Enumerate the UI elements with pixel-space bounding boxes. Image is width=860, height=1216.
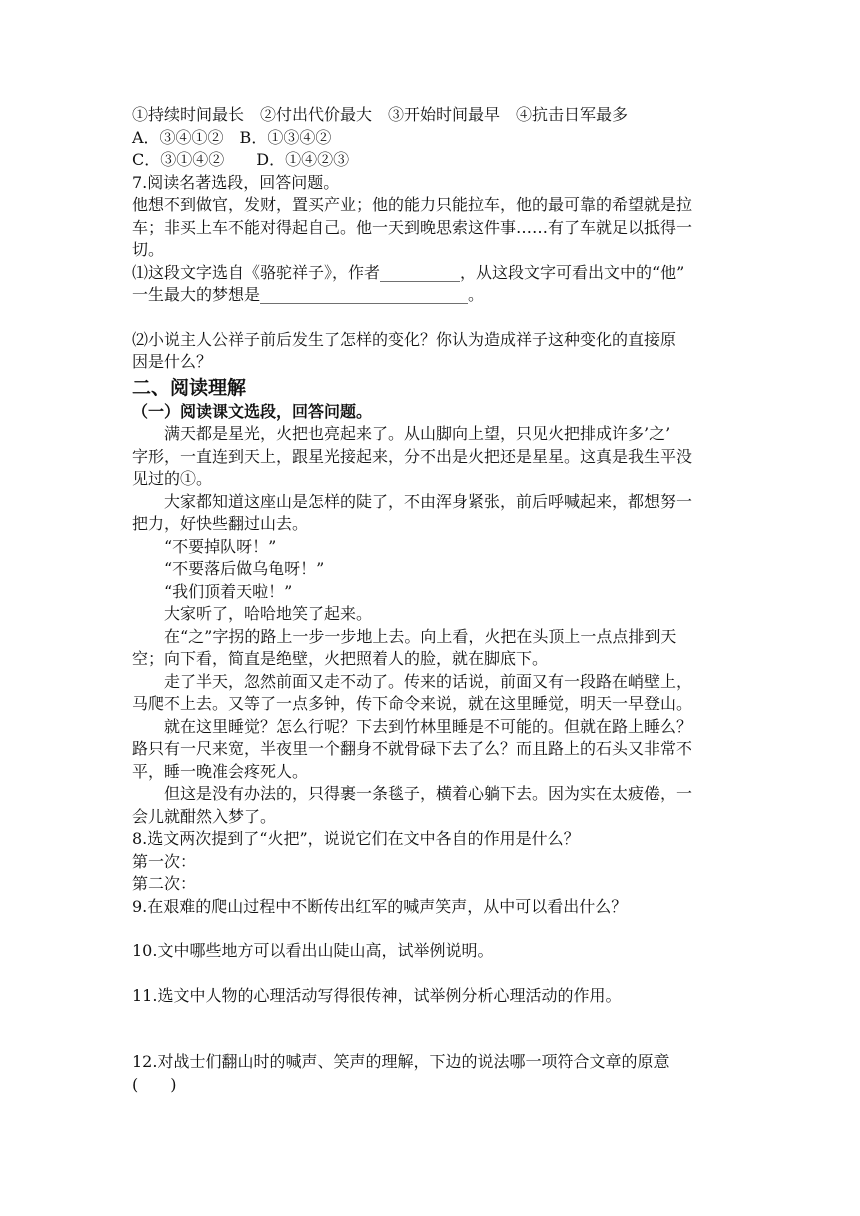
passage-line: 会儿就酣然入梦了。: [132, 806, 277, 826]
q12-title: 12.对战士们翻山时的喊声、笑声的理解，下边的说法哪一项符合文章的原意: [132, 1052, 670, 1071]
q7-sub2-line: 因是什么？: [132, 352, 213, 371]
q6-options-line: ①持续时间最长 ②付出代价最大 ③开始时间最早 ④抗击日军最多: [132, 105, 629, 124]
passage-line: 大家听了，哈哈地笑了起来。: [164, 604, 373, 623]
q7-passage-line: 车；非买上车不能对得起自己。他一天到晚思索这件事……有了车就足以抵得一: [132, 217, 693, 237]
reading-passage: [132, 423, 742, 828]
q10-title: 10.文中哪些地方可以看出山陡山高，试举例说明。: [132, 941, 494, 960]
document-content: [132, 104, 742, 1096]
q12-answer-blank: ( ): [132, 1074, 177, 1094]
answer-space: [132, 1039, 742, 1051]
q8-second: 第二次：: [132, 874, 197, 893]
answer-space: [132, 307, 742, 329]
q8-title: 8.选文两次提到了“火把”，说说它们在文中各自的作用是什么？: [132, 829, 580, 848]
q7-passage-line: 他想不到做官，发财，置买产业；他的能力只能拉车，他的最可靠的希望就是拉: [132, 195, 693, 214]
passage-line: 大家都知道这座山是怎样的陡了，不由浑身紧张，前后呼喊起来，都想努一: [164, 491, 693, 511]
q8-first: 第一次：: [132, 851, 197, 871]
passage-line: 见过的①。: [132, 469, 213, 488]
section-heading: 二、阅读理解: [132, 376, 247, 399]
q9-title: 9.在艰难的爬山过程中不断传出红军的喊声笑声，从中可以看出什么？: [132, 896, 628, 916]
passage-line: “我们顶着天啦！”: [164, 581, 293, 601]
passage-line: “不要掉队呀！”: [164, 536, 277, 556]
passage-line: 在“之”字拐的路上一步一步地上去。向上看，火把在头顶上一点点排到天: [164, 626, 677, 646]
q7-passage-line: 切。: [132, 240, 165, 259]
q7-title: 7.阅读名著选段，回答问题。: [132, 172, 340, 192]
answer-space: [132, 918, 742, 940]
passage-line: 但这是没有办法的，只得裹一条毯子，横着心躺下去。因为实在太疲倦，一: [164, 784, 693, 803]
q7-sub1-line: ⑴这段文字选自《骆驼祥子》，作者__________，从这段文字可看出文中的“他”: [132, 262, 685, 282]
q7-sub2-line: ⑵小说主人公祥子前后发生了怎样的变化？你认为造成祥子这种变化的直接原: [132, 329, 677, 349]
passage-line: “不要落后做乌龟呀！”: [164, 559, 325, 578]
answer-space: [132, 963, 742, 985]
passage-line: 就在这里睡觉？怎么行呢？下去到竹林里睡是不可能的。但就在路上睡么？: [164, 716, 693, 736]
passage-line: 字形，一直连到天上，跟星光接起来，分不出是火把还是星星。这真是我生平没: [132, 446, 693, 466]
passage-line: 平，睡一晚准会疼死人。: [132, 761, 309, 781]
passage-line: 空；向下看，简直是绝壁，火把照着人的脸，就在脚底下。: [132, 649, 549, 668]
q11-title: 11.选文中人物的心理活动写得很传神，试举例分析心理活动的作用。: [132, 985, 622, 1005]
answer-space: [132, 1007, 742, 1039]
passage-line: 马爬不上去。又等了一点多钟，传下命令来说，就在这里睡觉，明天一早登山。: [132, 694, 693, 713]
subsection-heading: （一）阅读课文选段，回答问题。: [132, 401, 373, 421]
passage-line: 把力，好快些翻过山去。: [132, 514, 309, 533]
passage-line: 路只有一尺来宽，半夜里一个翻身不就骨碌下去了么？而且路上的石头又非常不: [132, 739, 693, 758]
q6-choice-cd: C．③①④② D．①④②③: [132, 150, 350, 169]
passage-line: 走了半天，忽然前面又走不动了。传来的话说，前面又有一段路在峭壁上，: [164, 671, 693, 691]
q6-choice-ab: A．③④①② B．①③④②: [132, 127, 332, 147]
passage-line: 满天都是星光，火把也亮起来了。从山脚向上望，只见火把排成许多’之’: [164, 424, 671, 443]
q7-sub1-line: 一生最大的梦想是__________________________。: [132, 285, 485, 304]
